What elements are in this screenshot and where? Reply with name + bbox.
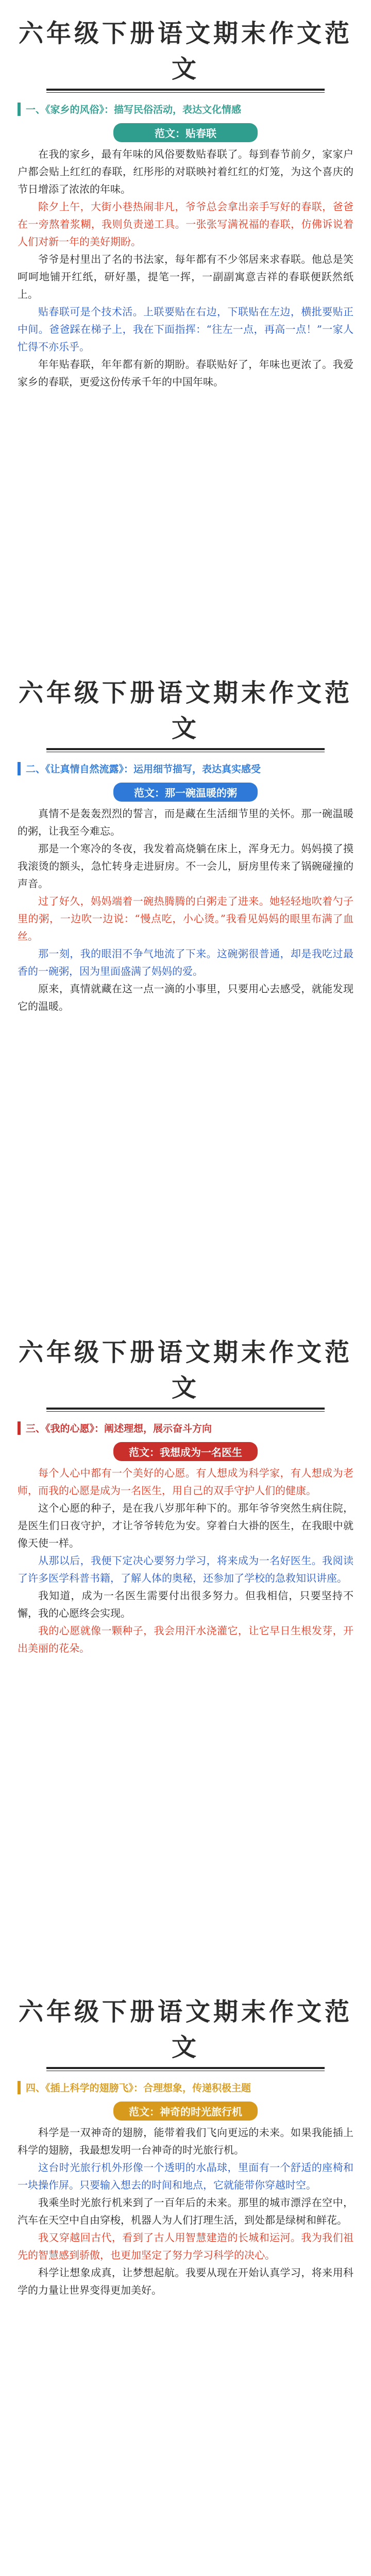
title-block [18, 1319, 353, 1412]
paragraph: 那一刻，我的眼泪不争气地流了下来。这碗粥很普通，却是我吃过最香的一碗粥，因为里面盛满了妈妈的爱。 [18, 947, 353, 977]
heading-bar [18, 2081, 21, 2094]
title-rule-thin [46, 92, 325, 93]
section-heading [18, 2080, 353, 2094]
title-block [18, 659, 353, 752]
paragraph: 原来，真情就藏在这一点一滴的小事里，只要用心去感受，就能发现它的温暖。 [18, 982, 353, 1012]
paragraph: 那是一个寒冷的冬夜，我发着高烧躺在床上，浑身无力。妈妈摸了摸我滚烫的额头，急忙转身走进厨房。不一会儿，厨房里传来了锅碗碰撞的声音。 [18, 842, 353, 890]
paragraph: 我又穿越回古代，看到了古人用智慧建造的长城和运河。我为我们祖先的智慧感到骄傲，也更加坚定了努力学习科学的决心。 [18, 2231, 353, 2261]
paragraph: 从那以后，我便下定决心要努力学习，将来成为一名好医生。我阅读了许多医学科普书籍，了解人体的奥秘，还参加了学校的急救知识讲座。 [18, 1554, 353, 1584]
paragraph: 在我的家乡，最有年味的风俗要数贴春联了。每到春节前夕，家家户户都会贴上红红的春联，红彤彤的对联映衬着红红的灯笼，为这个喜庆的节日增添了浓浓的年味。 [18, 148, 353, 195]
essay-title: 范文：神奇的时光旅行机 [113, 2102, 258, 2121]
section-1 [0, 0, 371, 659]
section-2 [0, 659, 371, 1319]
section-heading [18, 761, 353, 775]
section-4 [0, 1978, 371, 2576]
section-heading [18, 1421, 353, 1435]
title-rule-thin [46, 1411, 325, 1412]
heading-text: 四、《插上科学的翅膀飞》：合理想象，传递积极主题 [26, 2082, 251, 2094]
paragraph: 这台时光旅行机外形像一个透明的水晶球，里面有一个舒适的座椅和一块操作屏。只要输入想去的时间和地点，它就能带你穿越时空。 [18, 2161, 353, 2191]
heading-text: 二、《让真情自然流露》：运用细节描写，表达真实感受 [26, 764, 261, 775]
page-title: 六年级下册语文期末作文范文 [18, 679, 352, 743]
paragraph: 我知道，成为一名医生需要付出很多努力。但我相信，只要坚持不懈，我的心愿终会实现。 [18, 1589, 353, 1619]
title-block [18, 0, 353, 93]
paragraph: 贴春联可是个技术活。上联要贴在右边，下联贴在左边，横批要贴正中间。爸爸踩在梯子上，我在下面指挥：“往左一点，再高一点！”一家人忙得不亦乐乎。 [18, 306, 353, 353]
page-title: 六年级下册语文期末作文范文 [18, 1997, 352, 2062]
page-title: 六年级下册语文期末作文范文 [18, 1338, 352, 1402]
title-rule [46, 89, 325, 91]
heading-bar [18, 1421, 21, 1435]
essay-title: 范文：我想成为一名医生 [113, 1442, 258, 1461]
paragraph: 我乘坐时光旅行机来到了一百年后的未来。那里的城市漂浮在空中，汽车在天空中自由穿梭，机器人为人们打理生活，到处都是绿树和鲜花。 [18, 2196, 353, 2226]
title-block [18, 1978, 353, 2071]
paragraph: 除夕上午，大街小巷热闹非凡，爷爷总会拿出亲手写好的春联，爸爸在一旁熬着浆糊，我则负责递工具。一张张写满祝福的春联，仿佛诉说着人们对新一年的美好期盼。 [18, 200, 353, 248]
heading-text: 三、《我的心愿》：阐述理想，展示奋斗方向 [26, 1423, 212, 1434]
section-heading [18, 102, 353, 116]
paragraph: 科学让想象成真，让梦想起航。我要从现在开始认真学习，将来用科学的力量让世界变得更加美好。 [18, 2266, 353, 2296]
page-title: 六年级下册语文期末作文范文 [18, 19, 352, 83]
paragraph: 年年贴春联，年年都有新的期盼。春联贴好了，年味也更浓了。我爱家乡的春联，更爱这份传承千年的中国年味。 [18, 358, 353, 388]
essay-title: 范文：贴春联 [113, 123, 258, 142]
paragraph: 这个心愿的种子，是在我八岁那年种下的。那年爷爷突然生病住院，是医生们日夜守护，才让爷爷转危为安。穿着白大褂的医生，在我眼中就像天使一样。 [18, 1502, 353, 1549]
paragraph: 真情不是轰轰烈烈的誓言，而是藏在生活细节里的关怀。那一碗温暖的粥，让我至今难忘。 [18, 807, 353, 837]
heading-bar [18, 762, 21, 775]
title-rule [46, 2067, 325, 2069]
paragraph: 每个人心中都有一个美好的心愿。有人想成为科学家，有人想成为老师，而我的心愿是成为一名医生，用自己的双手守护人们的健康。 [18, 1467, 353, 1497]
title-rule [46, 1408, 325, 1410]
section-3 [0, 1319, 371, 1978]
paragraph: 我的心愿就像一颗种子，我会用汗水浇灌它，让它早日生根发芽，开出美丽的花朵。 [18, 1624, 353, 1654]
heading-bar [18, 103, 21, 116]
paragraph: 爷爷是村里出了名的书法家，每年都有不少邻居来求春联。他总是笑呵呵地铺开红纸，研好墨，提笔一挥，一副副寓意吉祥的春联便跃然纸上。 [18, 253, 353, 300]
title-rule [46, 748, 325, 750]
paragraph: 科学是一双神奇的翅膀，能带着我们飞向更远的未来。如果我能插上科学的翅膀，我最想发明一台神奇的时光旅行机。 [18, 2126, 353, 2156]
essay-title: 范文：那一碗温暖的粥 [113, 783, 258, 802]
heading-text: 一、《家乡的风俗》：描写民俗活动，表达文化情感 [26, 104, 242, 115]
paragraph: 过了好久，妈妈端着一碗热腾腾的白粥走了进来。她轻轻地吹着勺子里的粥，一边吹一边说：“慢点吃，小心烫。”我看见妈妈的眼里布满了血丝。 [18, 895, 353, 942]
